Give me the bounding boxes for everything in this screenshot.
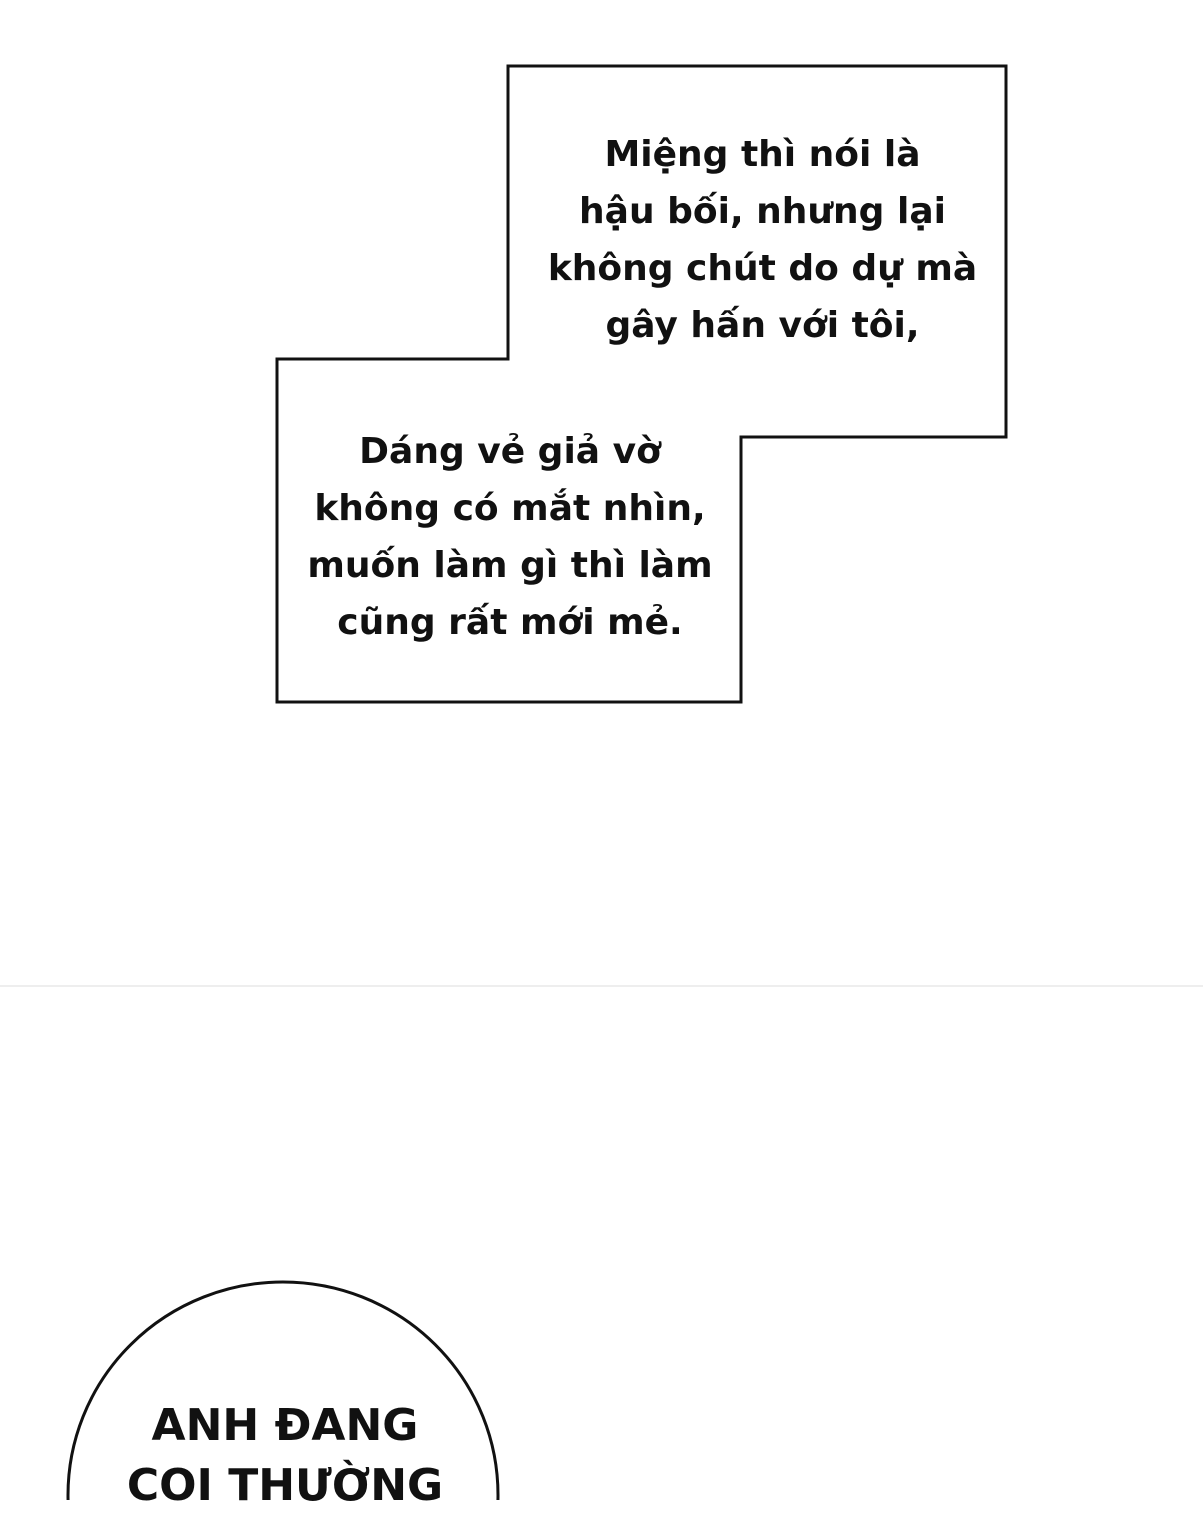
- caption-line: không chút do dự mà: [547, 248, 978, 289]
- caption-line: không có mắt nhìn,: [314, 488, 706, 529]
- caption-line: Miệng thì nói là: [604, 134, 921, 175]
- caption-line: cũng rất mới mẻ.: [337, 602, 683, 643]
- narration-caption-lower: [280, 423, 740, 651]
- bubble-line: ANH ĐANG: [151, 1400, 419, 1451]
- bubble-line: COI THƯỜNG: [126, 1460, 444, 1511]
- caption-line: muốn làm gì thì làm: [307, 545, 713, 586]
- caption-line: Dáng vẻ giả vờ: [359, 431, 661, 472]
- speech-bubble-text: [70, 1396, 500, 1516]
- caption-line: hậu bối, nhưng lại: [579, 191, 946, 232]
- panel-divider: [0, 985, 1203, 987]
- caption-line: gây hấn với tôi,: [605, 305, 920, 346]
- narration-caption-upper: [520, 126, 1005, 354]
